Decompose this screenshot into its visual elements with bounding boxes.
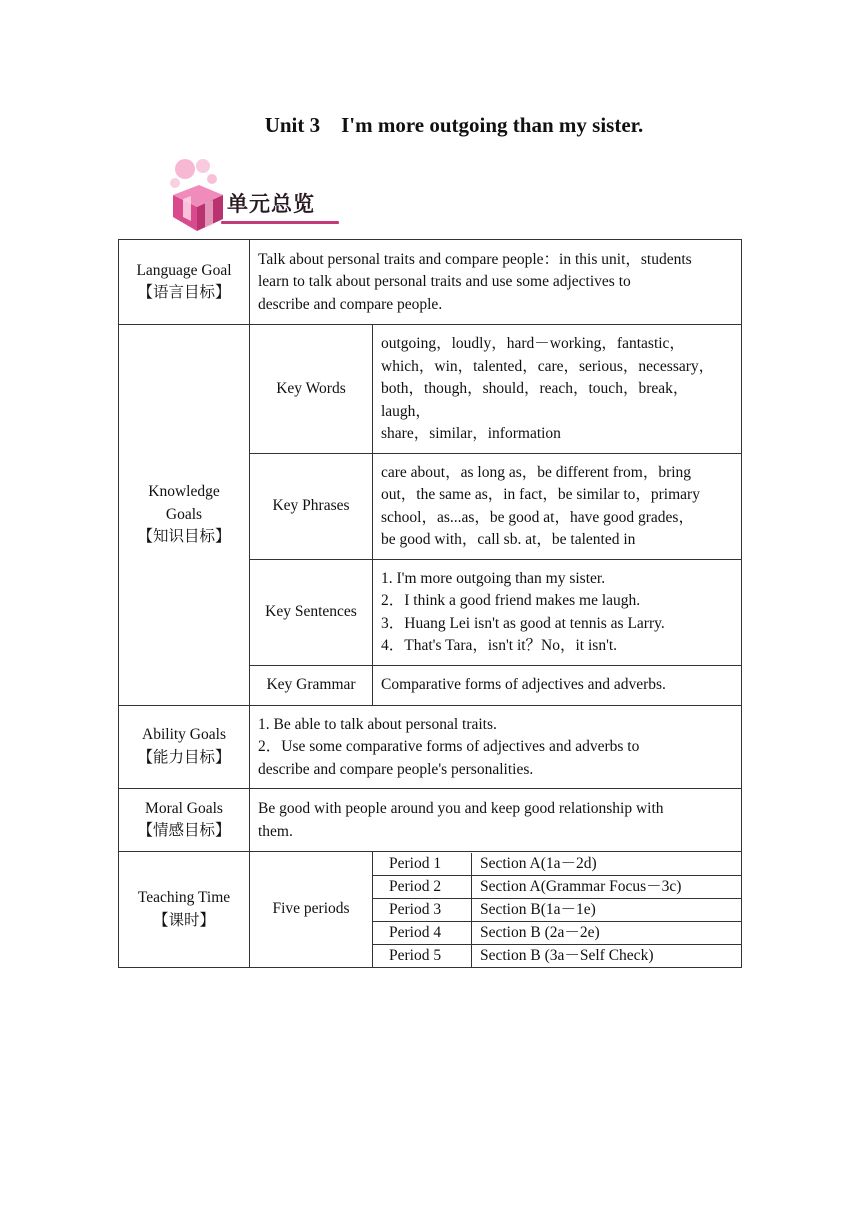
period-section: Section B(1a－1e) — [472, 898, 742, 921]
period-row — [373, 944, 741, 967]
period-section: Section A(1a－2d) — [472, 853, 742, 876]
text-line: Talk about personal traits and compare people：in this unit，students — [258, 250, 692, 268]
content-language-goal — [250, 240, 742, 325]
label-en: Teaching Time — [137, 889, 231, 906]
banner-underline — [221, 221, 339, 224]
text-line: 4．That's Tara，isn't it？No，it isn't. — [381, 637, 618, 654]
row-key-words — [119, 325, 742, 454]
period-row — [373, 853, 741, 876]
content-moral-goals — [250, 789, 742, 852]
unit-overview-heading: 单元总览 — [227, 192, 315, 216]
period-label: Period 4 — [373, 921, 472, 944]
period-label: Period 1 — [373, 853, 472, 876]
text-line: out，the same as，in fact，be similar to，primary — [381, 486, 700, 503]
page-title: Unit 3 I'm more outgoing than my sister. — [264, 113, 644, 137]
label-en: Knowledge — [148, 483, 220, 500]
content-key-sentences — [373, 559, 742, 665]
label-cn: 【课时】 — [152, 911, 215, 929]
content-key-phrases — [373, 453, 742, 559]
label-knowledge-goals — [119, 325, 250, 706]
label-teaching-time — [119, 852, 250, 968]
period-row — [373, 921, 741, 944]
label-cn: 【语言目标】 — [137, 284, 231, 301]
label-ability-goals — [119, 705, 250, 789]
text-line: 1. Be able to talk about personal traits. — [258, 715, 497, 733]
period-section: Section B (3a－Self Check) — [472, 944, 742, 967]
text-line: both，though，should，reach，touch，break，laugh， — [381, 380, 689, 420]
row-ability-goals — [119, 705, 742, 789]
label-cn: 【能力目标】 — [137, 748, 231, 766]
text-line: describe and compare people's personalities. — [258, 760, 534, 778]
label-language-goal — [119, 240, 250, 325]
period-section: Section A(Grammar Focus－3c) — [472, 875, 742, 898]
text-line: which，win，talented，care，serious，necessary， — [381, 357, 715, 375]
text-line: 2．Use some comparative forms of adjectives and adverbs to — [258, 738, 640, 755]
period-label: Period 2 — [373, 875, 472, 898]
label-en: Ability Goals — [142, 726, 226, 744]
period-label: Period 3 — [373, 898, 472, 921]
period-section: Section B (2a－2e) — [472, 921, 742, 944]
text-line: care about，as long as，be different from，bring — [381, 463, 692, 481]
text-line: school，as...as，be good at，have good grades， — [381, 508, 694, 526]
text-line: Be good with people around you and keep good relationship with — [258, 800, 664, 817]
text-line: 3．Huang Lei isn't as good at tennis as Larry. — [381, 614, 665, 632]
text-line: outgoing，loudly，hard－working，fantastic， — [381, 335, 685, 352]
row-moral-goals — [119, 789, 742, 852]
text-line: 1. I'm more outgoing than my sister. — [381, 569, 606, 587]
row-language-goal — [119, 240, 742, 325]
label-key-grammar: Key Grammar — [250, 665, 373, 705]
label-en: Moral Goals — [145, 799, 223, 817]
text-line: be good with，call sb. at，be talented in — [381, 531, 636, 548]
label-en: Goals — [165, 505, 203, 523]
unit-overview-table — [118, 239, 742, 968]
text-line: learn to talk about personal traits and use some adjectives to — [258, 273, 631, 291]
label-moral-goals — [119, 789, 250, 852]
label-cn: 【知识目标】 — [137, 528, 231, 545]
label-key-phrases: Key Phrases — [250, 453, 373, 559]
label-cn: 【情感目标】 — [137, 822, 231, 839]
row-teaching-time — [119, 852, 742, 968]
periods-table — [373, 853, 741, 967]
label-en: Language Goal — [136, 261, 232, 279]
content-ability-goals — [250, 705, 742, 789]
periods-cell — [373, 852, 742, 968]
label-key-words: Key Words — [250, 325, 373, 454]
content-key-words — [373, 325, 742, 454]
unit-overview-banner — [165, 155, 345, 235]
text-line: them. — [258, 822, 293, 840]
period-label: Period 5 — [373, 944, 472, 967]
teaching-summary: Five periods — [250, 852, 373, 968]
content-key-grammar: Comparative forms of adjectives and adverbs. — [373, 665, 742, 705]
period-row — [373, 875, 741, 898]
text-line: 2．I think a good friend makes me laugh. — [381, 592, 641, 609]
text-line: share，similar，information — [381, 425, 561, 442]
label-key-sentences: Key Sentences — [250, 559, 373, 665]
text-line: describe and compare people. — [258, 295, 443, 313]
period-row — [373, 898, 741, 921]
